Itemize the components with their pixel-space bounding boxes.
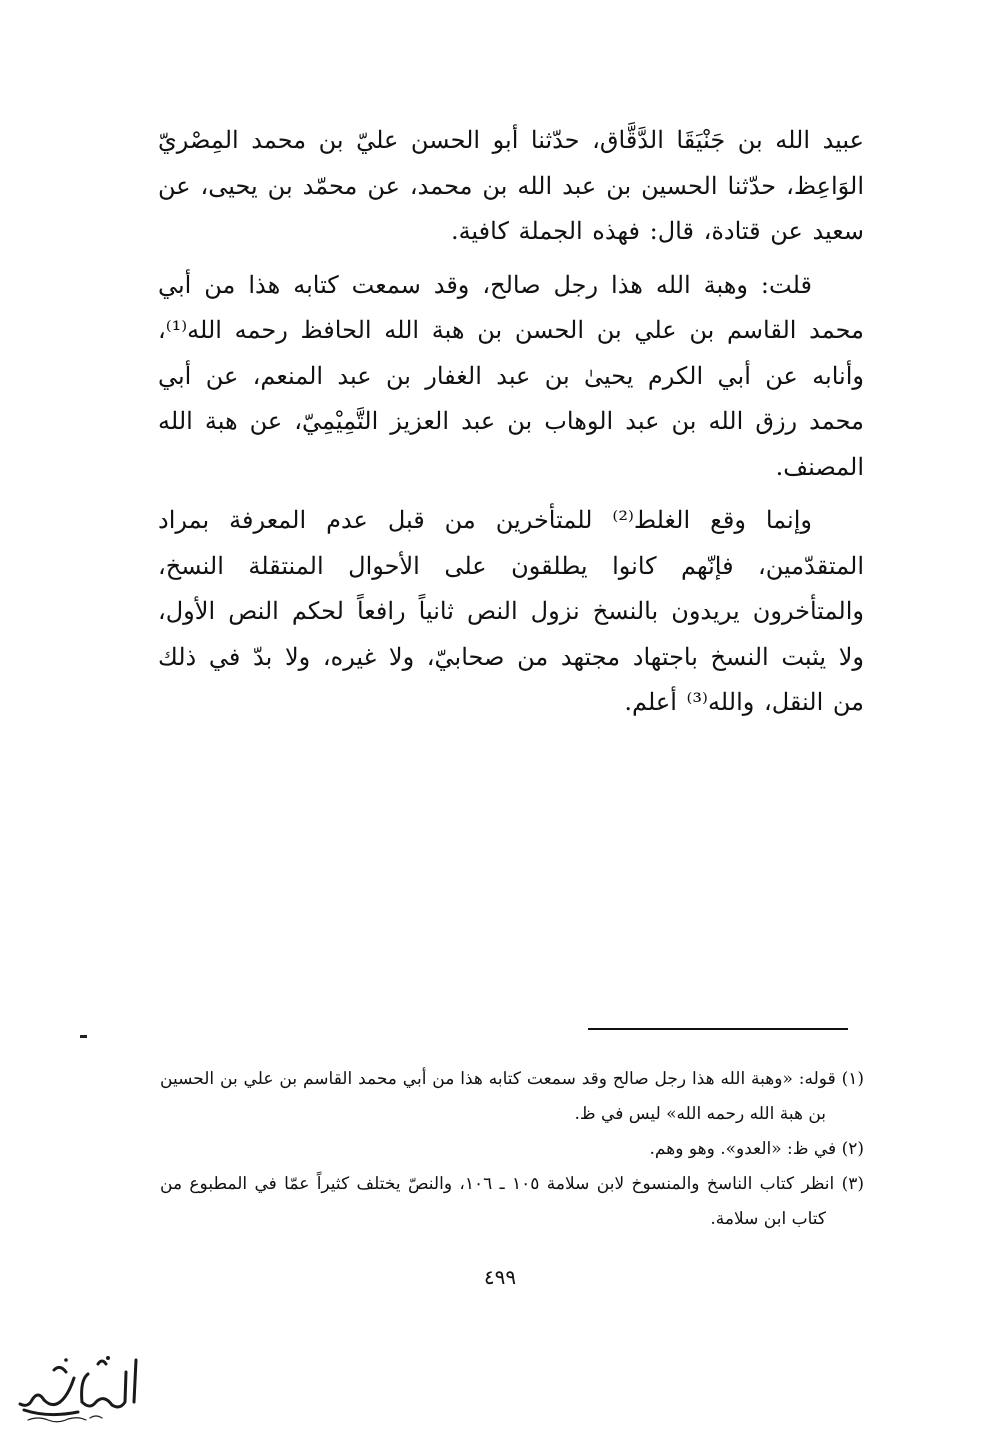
body-paragraph-1: عبيد الله بن جَنْيَقَا الدَّقَّاق، حدّثنا أبو الحسن عليّ بن محمد المِصْريّ الوَاعِظ، حدّثنا الحسين بن عبد الله بن محمد، عن محمّد بن يحيى، عن سعيد عن قتادة، قال: فهذه الجملة كافية. bbox=[158, 126, 864, 245]
watermark-calligraphy-icon bbox=[8, 1350, 148, 1430]
scan-speck bbox=[80, 1035, 87, 1038]
body-paragraph-3: وإنما وقع الغلط⁽²⁾ للمتأخرين من قبل عدم المعرفة بمراد المتقدّمين، فإنّهم كانوا يطلقون على الأحوال المنتقلة النسخ، والمتأخرون يريدون بالنسخ نزول النص ثانياً رافعاً لحكم النص الأول، ولا يثبت النسخ باجتهاد مجتهد من صحابيّ، ولا غيره، ولا بدّ في ذلك من النقل، والله⁽³⁾ أعلم. bbox=[158, 506, 864, 716]
footnotes-block bbox=[160, 1062, 864, 1237]
page-number: ٤٩٩ bbox=[483, 1265, 517, 1289]
footnote-2: (٢) في ظ: «العدو». وهو وهم. bbox=[649, 1139, 864, 1159]
calligraphy-watermark-logo bbox=[8, 1350, 148, 1430]
footnote-3: (٣) انظر كتاب الناسخ والمنسوخ لابن سلامة ١٠٥ ـ ١٠٦، والنصّ يختلف كثيراً عمّا في المطبوع من كتاب ابن سلامة. bbox=[160, 1174, 864, 1229]
footnote-1: (١) قوله: «وهبة الله هذا رجل صالح وقد سمعت كتابه هذا من أبي محمد القاسم بن علي بن الحسين بن هبة الله رحمه الله» ليس في ظ. bbox=[160, 1069, 864, 1124]
footnote-separator bbox=[588, 1028, 848, 1030]
main-text-block bbox=[158, 118, 864, 734]
body-paragraph-2: قلت: وهبة الله هذا رجل صالح، وقد سمعت كتابه هذا من أبي محمد القاسم بن علي بن الحسن بن هبة الله الحافظ رحمه الله⁽¹⁾، وأنابه عن أبي الكرم يحيىٰ بن عبد الغفار بن عبد المنعم، عن أبي محمد رزق الله بن عبد الوهاب بن عبد العزيز التَّمِيْمِيّ، عن هبة الله المصنف. bbox=[158, 270, 864, 481]
